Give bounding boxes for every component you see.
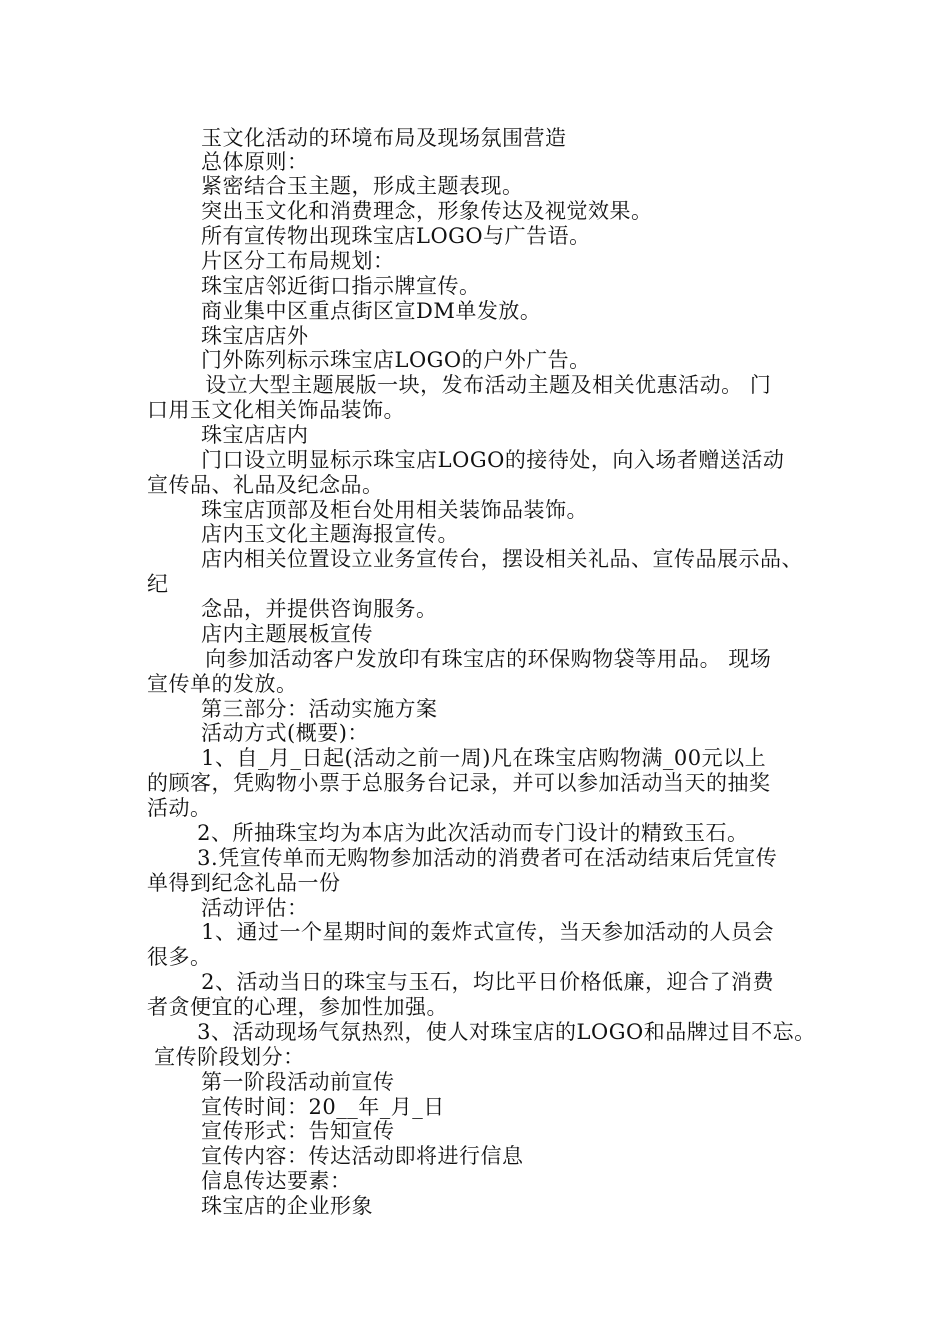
text-line: 门口设立明显标示珠宝店LOGO的接待处，向入场者赠送活动 <box>194 448 785 472</box>
text-line: 宣传品、礼品及纪念品。 <box>147 473 384 497</box>
text-line: 第一阶段活动前宣传 <box>201 1070 395 1094</box>
text-line: 者贪便宜的心理，参加性加强。 <box>147 995 448 1019</box>
text-line: 珠宝店顶部及柜台处用相关装饰品装饰。 <box>201 498 588 522</box>
text-line: 口用玉文化相关饰品装饰。 <box>147 398 405 422</box>
text-line: 的顾客，凭购物小票于总服务台记录，并可以参加活动当天的抽奖 <box>147 771 771 795</box>
text-line: 紧密结合玉主题，形成主题表现。 <box>201 174 524 198</box>
text-line: 总体原则： <box>201 150 309 174</box>
text-line: 很多。 <box>147 945 212 969</box>
text-line: 活动方式(概要)： <box>201 721 369 745</box>
text-line: 念品，并提供咨询服务。 <box>201 597 438 621</box>
text-line: 所有宣传物出现珠宝店LOGO与广告语。 <box>201 224 591 248</box>
section-heading: 第三部分：活动实施方案 <box>201 697 438 721</box>
text-line: 片区分工布局规划： <box>201 249 395 273</box>
text-line: 店内玉文化主题海报宣传。 <box>201 522 459 546</box>
text-line: 门外陈列标示珠宝店LOGO的户外广告。 <box>201 348 591 372</box>
text-line: 珠宝店店内 <box>201 423 309 447</box>
text-line: 商业集中区重点街区宣DM单发放。 <box>201 299 542 323</box>
text-line: 2、活动当日的珠宝与玉石，均比平日价格低廉，迎合了消费 <box>194 970 775 994</box>
text-line: 纪 <box>147 572 169 596</box>
text-line: 设立大型主题展版一块，发布活动主题及相关优惠活动。 门 <box>198 373 772 397</box>
text-line: 店内相关位置设立业务宣传台，摆设相关礼品、宣传品展示品、 <box>201 547 803 571</box>
text-line: 珠宝店店外 <box>201 324 309 348</box>
text-line: 1、通过一个星期时间的轰炸式宣传，当天参加活动的人员会 <box>194 920 775 944</box>
text-line: 宣传内容：传达活动即将进行信息 <box>201 1144 524 1168</box>
text-line: 活动。 <box>147 796 212 820</box>
section-heading: 玉文化活动的环境布局及现场氛围营造 <box>201 126 567 150</box>
section-heading: 宣传阶段划分： <box>147 1045 305 1069</box>
text-line: 店内主题展板宣传 <box>201 622 373 646</box>
text-line: 突出玉文化和消费理念，形象传达及视觉效果。 <box>201 199 653 223</box>
text-line: 单得到纪念礼品一份 <box>147 871 341 895</box>
text-line: 宣传时间：20__年_月_日 <box>201 1095 445 1119</box>
text-line: 珠宝店邻近街口指示牌宣传。 <box>201 274 481 298</box>
text-line: 珠宝店的企业形象 <box>201 1194 373 1218</box>
text-line: 3、活动现场气氛热烈，使人对珠宝店的LOGO和品牌过目不忘。 <box>190 1020 816 1044</box>
text-line: 活动评估： <box>201 896 309 920</box>
text-line: 1、自_月_日起(活动之前一周)凡在珠宝店购物满_00元以上 <box>194 746 767 770</box>
text-line: 信息传达要素： <box>201 1169 352 1193</box>
text-line: 2、所抽珠宝均为本店为此次活动而专门设计的精致玉石。 <box>190 821 749 845</box>
text-line: 宣传形式：告知宣传 <box>201 1119 395 1143</box>
text-line: 3.凭宣传单而无购物参加活动的消费者可在活动结束后凭宣传 <box>190 846 778 870</box>
text-line: 向参加活动客户发放印有珠宝店的环保购物袋等用品。 现场 <box>198 647 772 671</box>
text-line: 宣传单的发放。 <box>147 672 298 696</box>
